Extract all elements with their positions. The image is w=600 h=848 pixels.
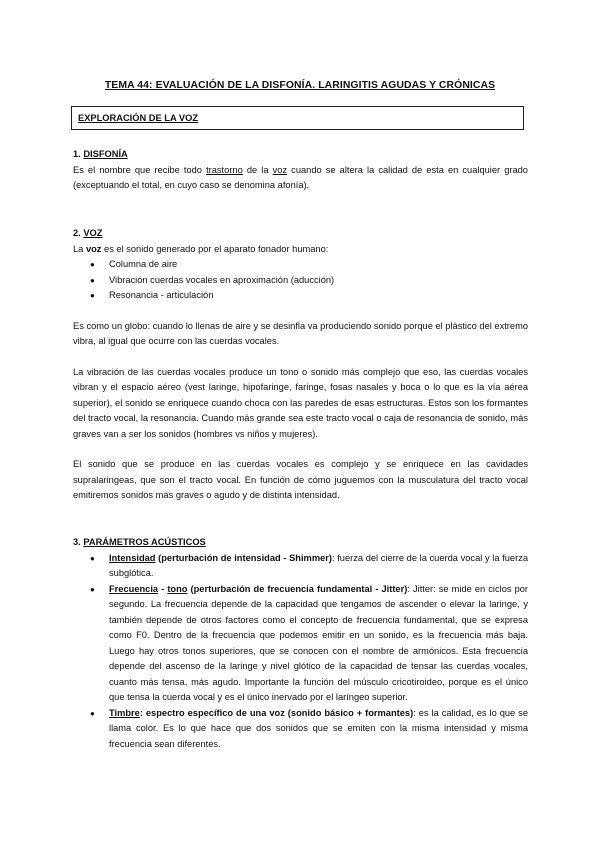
- bullet-icon: ●: [90, 584, 95, 594]
- paragraph-globo: Es como un globo: cuando lo llenas de aire y se desinfla va produciendo sonido porque el plástico del extremo vibra, al igual que ocurre con las cuerdas vocales.: [73, 320, 528, 346]
- section-3-heading: 3. PARÁMETROS ACÚSTICOS: [73, 537, 206, 547]
- paragraph-sonido: El sonido que se produce en las cuerdas vocales es complejo y se enriquece en las cavidades supralaringeas, que son el tracto vocal. En función de cómo juguemos con la musculatura del tracto vocal emitiremos sonidos más graves o agudo y de distinta intensidad.: [73, 459, 528, 500]
- bullet-icon: ●: [90, 291, 95, 300]
- section-voz: [73, 226, 528, 504]
- section-disfonia: [73, 147, 528, 194]
- document-title: TEMA 44: EVALUACIÓN DE LA DISFONÍA. LARINGITIS AGUDAS Y CRÓNICAS: [104, 80, 496, 91]
- acoustic-params-list: [73, 551, 528, 753]
- param-timbre: ● Timbre: espectro específico de una voz (sonido básico + formantes): es la calidad, es lo que se llama color. Es lo que hace que dos sonidos que se emiten con la misma intensidad y misma frecuencia sean diferentes.: [90, 707, 528, 749]
- list-item: ● Columna de aire: [73, 257, 528, 273]
- bullet-icon: ●: [90, 553, 95, 563]
- paragraph-vibracion: La vibración de las cuerdas vocales produce un tono o sonido más complejo que eso, las cuerdas vocales vibran y el espacio aéreo (vest laringe, hipofaringe, faringe, fosas nasales y boca o lo que es la vía aérea superior), el sonido se enriquece cuando choca con las paredes de esas estructuras. Estos son los formantes del tracto vocal, la resonancia. Cuando más grande sea este tracto vocal o caja de resonancia de sonido, más graves van a ser los sonidos (hombres vs niños y mujeres).: [73, 366, 528, 439]
- section-1-heading: 1. DISFONÍA: [73, 149, 128, 159]
- section-parametros: [73, 535, 528, 752]
- list-item: ● Vibración cuerdas vocales en aproximación (aducción): [73, 273, 528, 289]
- section-1-paragraph: Es el nombre que recibe todo trastorno de la voz cuando se altera la calidad de esta en cualquier grado (exceptuando el total, en cuyo caso se denomina afonía).: [73, 164, 528, 190]
- param-intensidad: ● Intensidad (perturbación de intensidad - Shimmer): fuerza del cierre de la cuerda vocal y la fuerza subglótica.: [90, 552, 528, 578]
- section-box: [71, 106, 524, 130]
- section-box-heading: EXPLORACIÓN DE LA VOZ: [78, 113, 199, 123]
- voz-components-list: [73, 257, 528, 304]
- section-2-heading: 2. VOZ: [73, 228, 103, 238]
- list-item: ● Resonancia - articulación: [73, 288, 528, 304]
- bullet-icon: ●: [90, 708, 95, 718]
- bullet-icon: ●: [90, 275, 95, 285]
- section-2-intro: La voz es el sonido generado por el aparato fonador humano:: [73, 243, 329, 254]
- bullet-icon: ●: [90, 260, 95, 269]
- param-frecuencia: ● Frecuencia - tono (perturbación de frecuencia fundamental - Jitter): Jitter: se mide en ciclos por segundo. La frecuencia depende de la capacidad que tengamos de ascender o elevar la laringe, y también depende de otros factores como el concepto de frecuencia fundamental, que se expresa como F0. Dentro de la frecuencia que podemos emitir en un sonido, es la frecuencia más baja. Luego hay otros tonos superiores, que se conocen con el nombre de armónicos. Esta frecuencia depende del ascenso de la laringe y nivel glótico de la capacidad de tensar las cuerdas vocales, cuanto más tensa, más agudo. Importante la función del músculo cricotiroideo, porque es el único que tensa la cuerda vocal y es el único inervado por el laríngeo superior.: [90, 583, 529, 702]
